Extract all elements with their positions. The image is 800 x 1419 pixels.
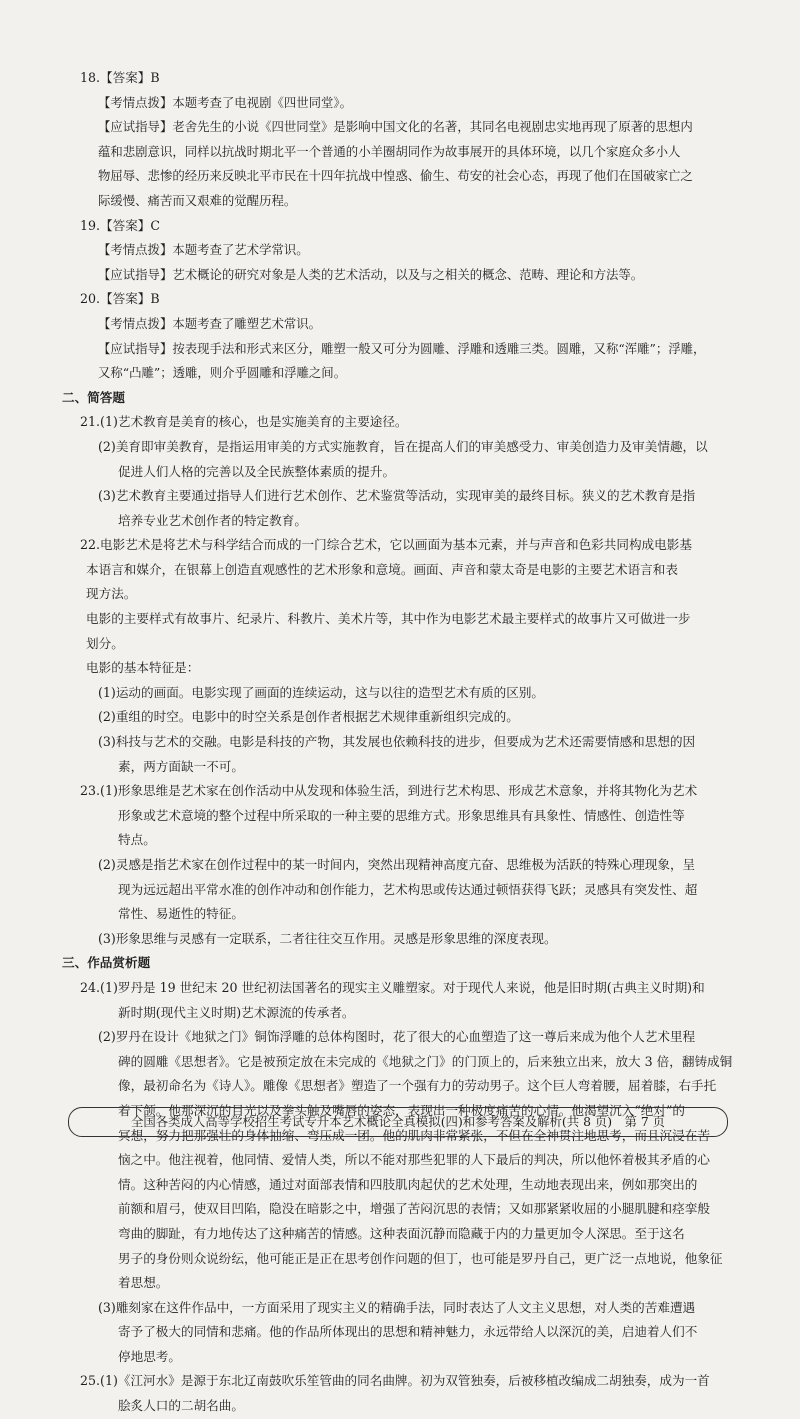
text-line: 冥想，努力把那强壮的身体抽缩、弯压成一团。他的肌肉非常紧张，不但在全神贯注地思考，而且沉浸在苦 (118, 1127, 710, 1143)
text-line: (3)雕刻家在这件作品中，一方面采用了现实主义的精确手法，同时表达了人文主义思想，对人类的苦难遭遇 (98, 1299, 696, 1315)
text-line: 蕴和悲剧意识，同样以抗战时期北平一个普通的小羊圈胡同作为故事展开的具体环境，以几个家庭众多小人 (98, 143, 681, 159)
text-line: (2)重组的时空。电影中的时空关系是创作者根据艺术规律重新组织完成的。 (98, 709, 519, 725)
text-line: 素，两方面缺一不可。 (118, 758, 244, 774)
text-line: 着思想。 (118, 1275, 169, 1291)
text-line: 【应试指导】按表现手法和形式来区分，雕塑一般又可分为圆雕、浮雕和透雕三类。圆雕，又称“浑雕”；浮雕， (98, 340, 706, 356)
text-line: 【考情点拨】本题考查了艺术学常识。 (98, 242, 309, 258)
text-line: 【考情点拨】本题考查了雕塑艺术常识。 (98, 315, 322, 331)
text-line: (2)灵感是指艺术家在创作过程中的某一时间内，突然出现精神高度亢奋、思维极为活跃的特殊心理现象，呈 (98, 857, 696, 872)
section-heading: 三、作品赏析题 (62, 955, 151, 971)
text-line: 19.【答案】C (80, 217, 161, 233)
text-line: (3)科技与艺术的交融。电影是科技的产物，其发展也依赖科技的进步，但要成为艺术还需要情感和思想的因 (98, 734, 696, 750)
text-line: 现方法。 (86, 586, 137, 602)
text-line: 20.【答案】B (80, 291, 160, 307)
text-line: 前额和眉弓，使双目凹陷，隐没在暗影之中，增强了苦闷沉思的表情；又如那紧紧收屈的小腿肌腱和痉挛般 (118, 1201, 710, 1217)
text-line: 【应试指导】艺术概论的研究对象是人类的艺术活动，以及与之相关的概念、范畴、理论和方法等。 (98, 266, 644, 282)
text-line: 促进人们人格的完善以及全民族整体素质的提升。 (118, 463, 396, 479)
text-line: (2)罗丹在设计《地狱之门》铜饰浮雕的总体构图时，花了很大的心血塑造了这一尊后来成为他个人艺术里程 (98, 1029, 696, 1045)
text-line: 【考情点拨】本题考查了电视剧《四世同堂》。 (98, 94, 353, 110)
answer-text-body (62, 66, 756, 1419)
text-line: (1)运动的画面。电影实现了画面的连续运动，这与以往的造型艺术有质的区别。 (98, 684, 545, 700)
text-line: (2)美育即审美教育，是指运用审美的方式实施教育，旨在提高人们的审美感受力、审美创造力及审美情趣，以 (98, 438, 708, 454)
text-line: 23.(1)形象思维是艺术家在创作活动中从发现和体验生活，到进行艺术构思、形成艺术意象，并将其物化为艺术 (80, 783, 698, 799)
text-line: 恼之中。他注视着，他同情、爱情人类，所以不能对那些犯罪的人下最后的判决，所以他怀着极其矛盾的心 (118, 1152, 710, 1168)
text-line: 形象或艺术意境的整个过程中所采取的一种主要的思维方式。形象思维具有具象性、情感性、创造性等 (118, 807, 685, 823)
text-line: 新时期(现代主义时期)艺术源流的传承者。 (118, 1004, 355, 1020)
page-footer: 全国各类成人高等学校招生考试专升本艺术概论全真模拟(四)和参考答案及解析(共 8 页) 第 7 页 (68, 1107, 728, 1137)
text-line: (3)艺术教育主要通过指导人们进行艺术创作、艺术鉴赏等活动，实现审美的最终目标。狭义的艺术教育是指 (98, 488, 696, 504)
section-heading: 二、简答题 (62, 389, 125, 405)
text-line: 培养专业艺术创作者的特定教育。 (118, 512, 307, 528)
text-line: 际缓慢、痛苦而又艰难的觉醒历程。 (98, 192, 297, 208)
text-line: 情。这种苦闷的内心情感，通过对面部表情和四肢肌肉起伏的艺术处理，生动地表现出来，例如那突出的 (118, 1176, 698, 1192)
text-line: 碑的圆雕《思想者》。它是被预定放在未完成的《地狱之门》的门顶上的，后来独立出来，放大 3 倍，翻铸成铜 (118, 1053, 733, 1069)
text-line: 特点。 (118, 832, 156, 848)
text-line: 22.电影艺术是将艺术与科学结合而成的一门综合艺术，它以画面为基本元素，并与声音和色彩共同构成电影基 (80, 537, 692, 553)
text-line: 脍炙人口的二胡名曲。 (118, 1398, 244, 1414)
text-line: 电影的基本特征是： (86, 660, 200, 676)
text-line: 像，最初命名为《诗人》。雕像《思想者》塑造了一个强有力的劳动男子。这个巨人弯着腰，屈着膝，右手托 (118, 1078, 717, 1094)
text-line: 本语言和媒介，在银幕上创造直观感性的艺术形象和意境。画面、声音和蒙太奇是电影的主要艺术语言和表 (86, 561, 678, 577)
text-line: 25.(1)《江河水》是源于东北辽南鼓吹乐笙管曲的同名曲牌。初为双管独奏，后被移植改编成二胡独奏，成为一首 (80, 1373, 710, 1389)
text-line: 电影的主要样式有故事片、纪录片、科教片、美术片等，其中作为电影艺术最主要样式的故事片又可做进一步 (86, 611, 691, 627)
text-line: 物屈辱、悲惨的经历来反映北平市民在十四年抗战中惶惑、偷生、苟安的社会心态，再现了他们在国破家亡之 (98, 168, 693, 184)
text-line: 停地思考。 (118, 1348, 181, 1364)
text-line: 男子的身份则众说纷纭，他可能正是正在思考创作问题的但丁，也可能是罗丹自己，更广泛一点地说，他象征 (118, 1250, 723, 1266)
text-line: 寄予了极大的同情和悲痛。他的作品所体现出的思想和精神魅力，永远带给人以深沉的美，启迪着人们不 (118, 1324, 698, 1340)
text-line: 又称“凸雕”；透雕，则介乎圆雕和浮雕之间。 (98, 365, 347, 381)
text-line: (3)形象思维与灵感有一定联系，二者往往交互作用。灵感是形象思维的深度表现。 (98, 930, 557, 946)
text-line: 弯曲的脚趾，有力地传达了这种痛苦的情感。这种表面沉静而隐藏于内的力量更加令人深思。至于这名 (118, 1225, 685, 1241)
text-line: 18.【答案】B (80, 70, 160, 85)
text-line: 【应试指导】老舍先生的小说《四世同堂》是影响中国文化的名著，其同名电视剧忠实地再现了原著的思想内 (98, 119, 693, 135)
text-line: 现为远远超出平常水准的创作冲动和创作能力，艺术构思或传达通过顿悟获得飞跃；灵感具有突发性、超 (118, 881, 698, 897)
text-line: 划分。 (86, 635, 124, 651)
text-line: 24.(1)罗丹是 19 世纪末 20 世纪初法国著名的现实主义雕塑家。对于现代人来说，他是旧时期(古典主义时期)和 (80, 979, 705, 995)
text-line: 21.(1)艺术教育是美育的核心，也是实施美育的主要途径。 (80, 414, 408, 430)
text-line: 着下颌。他那深沉的目光以及拳头触及嘴唇的姿态，表现出一种极度痛苦的心情。他渴望沉入“绝对”的 (118, 1102, 686, 1118)
text-line: 常性、易逝性的特征。 (118, 906, 244, 922)
